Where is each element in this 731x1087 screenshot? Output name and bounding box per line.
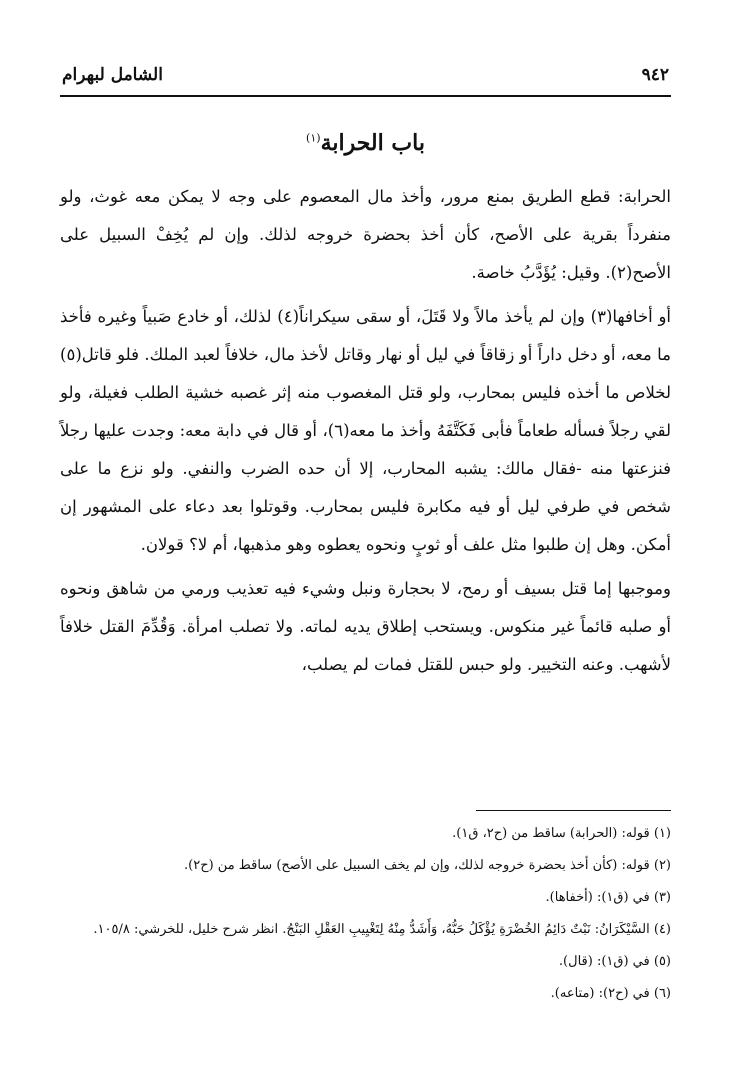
header-rule xyxy=(60,95,671,97)
chapter-title xyxy=(0,130,731,156)
footnote-4: (٤) السَّيْكَرَانُ: نَبْتٌ دَائِمُ الخُضْرَةِ يُؤْكَلُ حَبُّهُ، وَأَشَدُّ مِنْهُ لِتَغْيِيبِ العَقْلِ البَنْجُ. انظر شرح خليل، للخرشي: ١٠٥/٨. xyxy=(93,922,671,937)
book-title: الشامل لبهرام xyxy=(62,65,163,85)
chapter-title-text: باب الحرابة xyxy=(320,130,425,156)
paragraph-2: أو أخافها(٣) وإن لم يأخذ مالاً ولا قَتَلَ، أو سقى سيكراناً(٤) لذلك، أو خادع صَبياً وغيره فأخذ ما معه، أو دخل داراً أو زقاقاً في ليل أو نهار وقاتل لأخذ مال، خلافاً لعبد الملك. فلو قاتل(٥) لخلاص ما أخذه فليس بمحارب، ولو قتل المغصوب منه إثر غصبه خشية الطلب فغيلة، ولو لقي رجلاً فسأله طعاماً فأبى فَكَتَّفَهُ وأخذ ما معه(٦)، أو قال في دابة معه: وجدت عليها رجلاً فنزعتها منه -فقال مالك: يشبه المحارب، إلا أن حده الضرب والنفي. ولو نزع ما على شخص في طرفي ليل أو فيه مكابرة فليس بمحارب. وقوتلوا بعد دعاء على المشهور إن أمكن. وهل إن طلبوا مثل علف أو ثوبٍ ونحوه يعطوه وهو مذهبها، أم لا؟ قولان. xyxy=(60,307,672,554)
paragraph-1: الحرابة: قطع الطريق بمنع مرور، وأخذ مال المعصوم على وجه لا يمكن معه غوث، ولو منفرداً بقرية على الأصح، كأن أخذ بحضرة خروجه لذلك. وإن لم يُخِفْ السبيل على الأصح(٢). وقيل: يُؤَدَّبُ خاصة. xyxy=(60,187,671,282)
footnote-separator xyxy=(476,810,671,811)
footnote-5: (٥) في (ق١): (قال). xyxy=(558,954,671,969)
footnote-6: (٦) في (ح٢): (متاعه). xyxy=(550,986,671,1001)
main-text xyxy=(60,178,671,690)
footnote-1: (١) قوله: (الحرابة) ساقط من (ح٢، ق١). xyxy=(452,826,671,841)
page-number: ٩٤٢ xyxy=(641,65,669,85)
footnote-3: (٣) في (ق١): (أخفاها). xyxy=(545,890,671,905)
footnotes xyxy=(60,818,671,1010)
footnote-2: (٢) قوله: (كأن أخذ بحضرة خروجه لذلك، وإن لم يخف السبيل على الأصح) ساقط من (ح٢). xyxy=(184,858,671,873)
chapter-title-note: (١) xyxy=(306,131,321,145)
running-header xyxy=(62,60,669,90)
paragraph-3: وموجبها إما قتل بسيف أو رمح، لا بحجارة ونبل وشيء فيه تعذيب ورمي من شاهق ونحوه أو صلبه قائماً غير منكوس. ويستحب إطلاق يديه لماته. ولا تصلب امرأة. وَقُدِّمَ القتل خلافاً لأشهب. وعنه التخيير. ولو حبس للقتل فمات لم يصلب، xyxy=(60,579,671,674)
